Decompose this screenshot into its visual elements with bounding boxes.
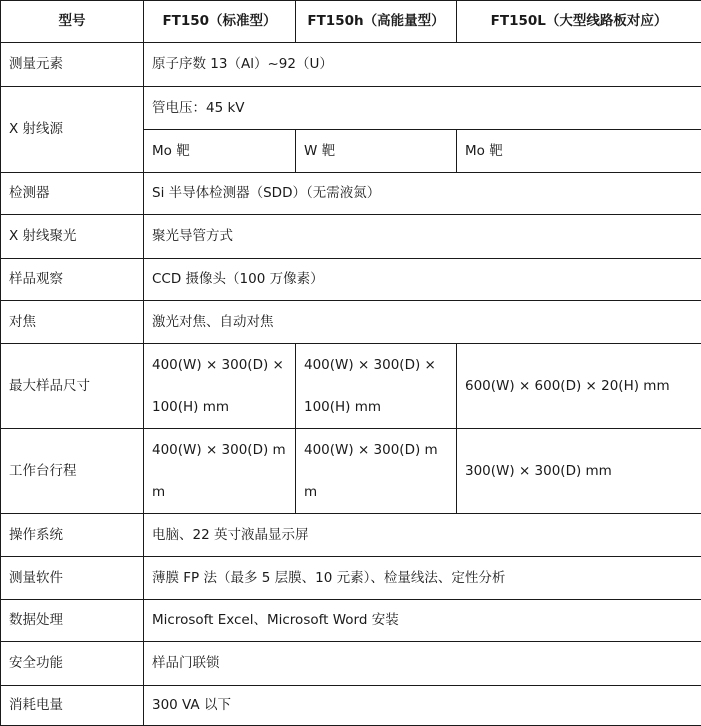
value-os: 电脑、22 英寸液晶显示屏 <box>144 514 701 557</box>
row-stage <box>1 429 701 514</box>
label-elements: 测量元素 <box>1 43 144 87</box>
header-row <box>1 1 701 43</box>
value-target-ft150: Mo 靶 <box>144 130 296 173</box>
row-detector <box>1 173 701 215</box>
row-safety <box>1 642 701 686</box>
value-target-ft150l: Mo 靶 <box>457 130 701 173</box>
value-power: 300 VA 以下 <box>144 686 701 726</box>
label-observation: 样品观察 <box>1 259 144 301</box>
value-software: 薄膜 FP 法（最多 5 层膜、10 元素）、检量线法、定性分析 <box>144 557 701 600</box>
header-model: 型号 <box>1 1 144 43</box>
label-stage: 工作台行程 <box>1 429 144 514</box>
label-detector: 检测器 <box>1 173 144 215</box>
value-max-size-ft150l: 600(W) × 600(D) × 20(H) mm <box>457 344 701 429</box>
row-focus <box>1 301 701 344</box>
value-safety: 样品门联锁 <box>144 642 701 686</box>
value-data-processing: Microsoft Excel、Microsoft Word 安装 <box>144 600 701 642</box>
label-xray-source: X 射线源 <box>1 87 144 173</box>
label-focus: 对焦 <box>1 301 144 344</box>
row-max-size <box>1 344 701 429</box>
value-max-size-ft150: 400(W) × 300(D) × 100(H) mm <box>144 344 296 429</box>
value-elements: 原子序数 13（Al）~92（U） <box>144 43 701 87</box>
row-elements <box>1 43 701 87</box>
row-power <box>1 686 701 726</box>
row-xray-source <box>1 87 701 130</box>
value-observation: CCD 摄像头（100 万像素） <box>144 259 701 301</box>
label-power: 消耗电量 <box>1 686 144 726</box>
row-focusing <box>1 215 701 259</box>
value-focusing: 聚光导管方式 <box>144 215 701 259</box>
value-tube-voltage: 管电压：45 kV <box>144 87 701 130</box>
value-stage-ft150: 400(W) × 300(D) mm <box>144 429 296 514</box>
value-focus: 激光对焦、自动对焦 <box>144 301 701 344</box>
value-detector: Si 半导体检测器（SDD）（无需液氮） <box>144 173 701 215</box>
label-os: 操作系统 <box>1 514 144 557</box>
header-ft150: FT150（标准型） <box>144 1 296 43</box>
value-target-ft150h: W 靶 <box>296 130 457 173</box>
label-data-processing: 数据处理 <box>1 600 144 642</box>
label-safety: 安全功能 <box>1 642 144 686</box>
row-os <box>1 514 701 557</box>
row-data-processing <box>1 600 701 642</box>
label-software: 测量软件 <box>1 557 144 600</box>
value-stage-ft150h: 400(W) × 300(D) mm <box>296 429 457 514</box>
row-software <box>1 557 701 600</box>
header-ft150l: FT150L（大型线路板对应） <box>457 1 701 43</box>
value-max-size-ft150h: 400(W) × 300(D) × 100(H) mm <box>296 344 457 429</box>
header-ft150h: FT150h（高能量型） <box>296 1 457 43</box>
label-focusing: X 射线聚光 <box>1 215 144 259</box>
row-observation <box>1 259 701 301</box>
label-max-size: 最大样品尺寸 <box>1 344 144 429</box>
value-stage-ft150l: 300(W) × 300(D) mm <box>457 429 701 514</box>
